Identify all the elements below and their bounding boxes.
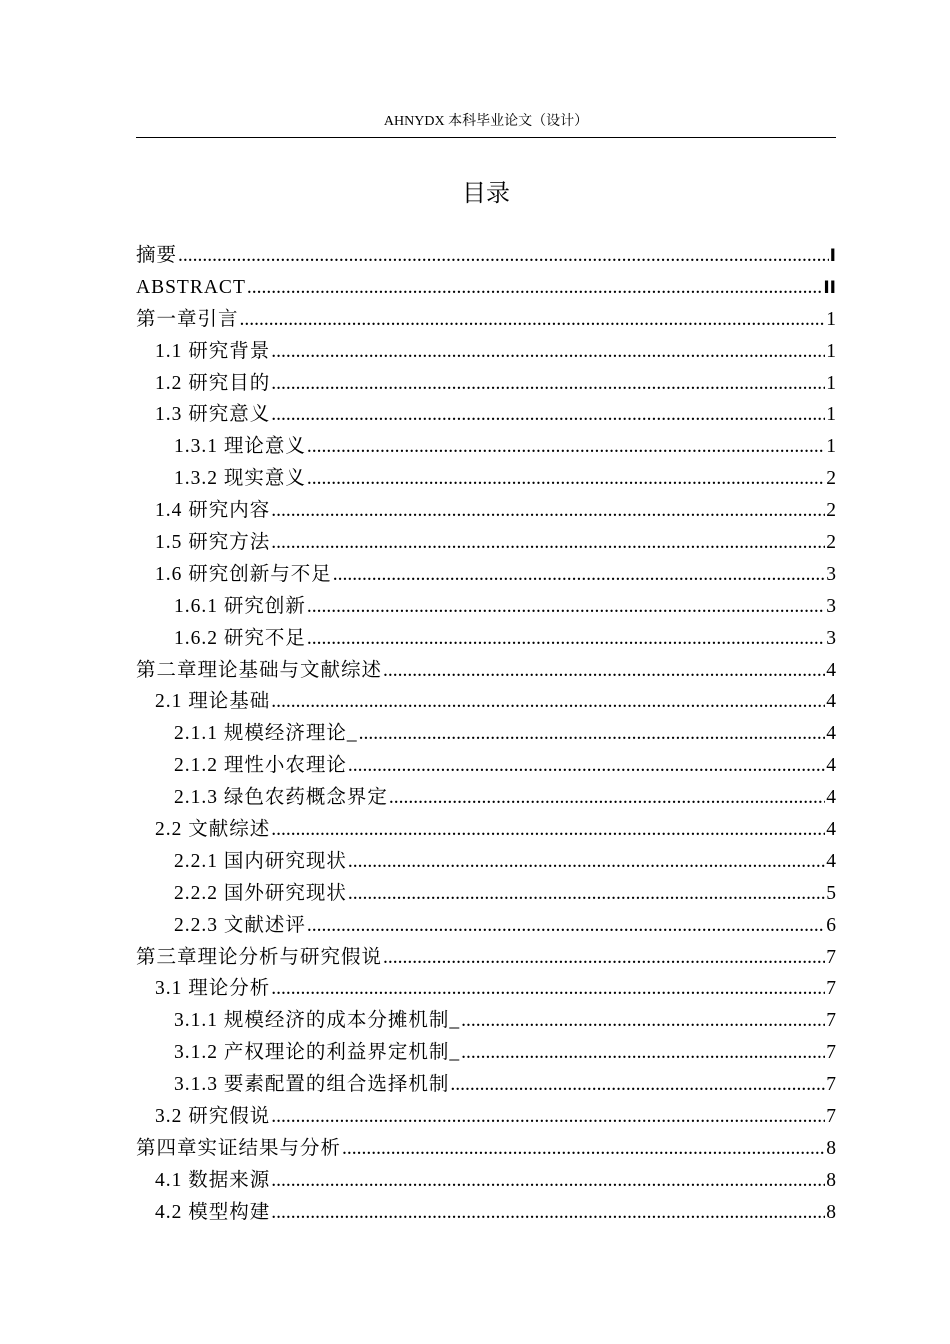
- toc-entry-label: 2.2 文献综述: [155, 819, 271, 841]
- toc-dot-leader: [450, 1069, 825, 1101]
- table-of-contents: [136, 240, 836, 1229]
- toc-entry-page: 4: [826, 850, 836, 872]
- toc-entry-page: 1: [826, 340, 836, 362]
- toc-entry-page: 7: [826, 946, 836, 968]
- toc-entry[interactable]: [136, 431, 836, 463]
- header-text: AHNYDX 本科毕业论文（设计）: [383, 114, 589, 129]
- toc-entry[interactable]: [136, 942, 836, 974]
- toc-entry-page: 3: [826, 595, 836, 617]
- toc-entry-page: 4: [826, 691, 836, 713]
- toc-title: 目录: [462, 179, 510, 207]
- toc-dot-leader: [271, 686, 825, 718]
- toc-entry[interactable]: [136, 399, 836, 431]
- toc-entry[interactable]: [136, 910, 836, 942]
- toc-dot-leader: [389, 782, 825, 814]
- toc-entry-label: 3.1.3 要素配置的组合选择机制: [174, 1074, 450, 1096]
- toc-entry-page: 7: [826, 1010, 836, 1032]
- toc-entry[interactable]: [136, 527, 836, 559]
- toc-entry-label: 第四章实证结果与分析: [136, 1137, 342, 1159]
- toc-entry-page: 1: [826, 404, 836, 426]
- toc-dot-leader: [461, 1005, 825, 1037]
- toc-dot-leader: [333, 559, 825, 591]
- toc-entry-label: 1.6.2 研究不足: [174, 627, 306, 649]
- toc-dot-leader: [271, 368, 825, 400]
- toc-entry-label: 1.6 研究创新与不足: [155, 563, 332, 585]
- toc-entry-label: 2.1.2 理性小农理论: [174, 755, 347, 777]
- toc-entry-page: 4: [826, 787, 836, 809]
- toc-entry-label: 1.3.2 现实意义: [174, 468, 306, 490]
- toc-entry[interactable]: [136, 240, 836, 272]
- toc-entry-page: 2: [826, 532, 836, 554]
- toc-entry-label: 1.3.1 理论意义: [174, 436, 306, 458]
- toc-entry[interactable]: [136, 973, 836, 1005]
- toc-entry-page: 1: [826, 372, 836, 394]
- toc-entry[interactable]: [136, 368, 836, 400]
- toc-entry-page: 7: [826, 1042, 836, 1064]
- toc-entry[interactable]: [136, 846, 836, 878]
- toc-entry-page: 2: [826, 500, 836, 522]
- toc-entry-label: 3.1 理论分析: [155, 978, 271, 1000]
- toc-entry-label: ABSTRACT: [136, 276, 246, 298]
- toc-dot-leader: [271, 973, 825, 1005]
- toc-entry-page: 4: [826, 819, 836, 841]
- toc-entry-label: 4.1 数据来源: [155, 1169, 271, 1191]
- toc-dot-leader: [383, 942, 825, 974]
- toc-entry[interactable]: [136, 750, 836, 782]
- toc-dot-leader: [307, 431, 825, 463]
- toc-entry[interactable]: [136, 1197, 836, 1229]
- toc-dot-leader: [383, 655, 825, 687]
- toc-dot-leader: [307, 623, 825, 655]
- toc-entry[interactable]: [136, 304, 836, 336]
- toc-dot-leader: [271, 336, 825, 368]
- toc-entry-page: 8: [826, 1137, 836, 1159]
- toc-entry[interactable]: [136, 1037, 836, 1069]
- toc-entry-page: 5: [826, 882, 836, 904]
- page-header: [136, 112, 836, 138]
- toc-entry-label: 1.4 研究内容: [155, 500, 271, 522]
- toc-dot-leader: [271, 814, 825, 846]
- toc-dot-leader: [307, 591, 825, 623]
- toc-entry-page: 8: [826, 1169, 836, 1191]
- toc-entry[interactable]: [136, 878, 836, 910]
- toc-entry-page: 4: [826, 659, 836, 681]
- toc-entry-page: 4: [826, 755, 836, 777]
- toc-entry[interactable]: [136, 814, 836, 846]
- toc-dot-leader: [342, 1133, 825, 1165]
- toc-entry[interactable]: [136, 1069, 836, 1101]
- toc-entry-page: 1: [826, 436, 836, 458]
- toc-dot-leader: [348, 750, 825, 782]
- toc-dot-leader: [271, 495, 825, 527]
- toc-entry-label: 第二章理论基础与文献综述: [136, 659, 383, 681]
- toc-entry[interactable]: [136, 655, 836, 687]
- toc-entry[interactable]: [136, 463, 836, 495]
- toc-entry[interactable]: [136, 686, 836, 718]
- toc-dot-leader: [247, 272, 822, 304]
- toc-dot-leader: [307, 463, 825, 495]
- toc-dot-leader: [271, 1197, 825, 1229]
- toc-entry-page: 6: [826, 914, 836, 936]
- toc-entry-label: 2.1.1 规模经济理论_: [174, 723, 358, 745]
- toc-entry-page: 4: [826, 723, 836, 745]
- toc-entry-page: 3: [826, 563, 836, 585]
- toc-entry-label: 2.2.3 文献述评: [174, 914, 306, 936]
- toc-dot-leader: [461, 1037, 825, 1069]
- toc-entry-page: I: [829, 246, 836, 266]
- toc-entry-label: 1.1 研究背景: [155, 340, 271, 362]
- toc-entry[interactable]: [136, 495, 836, 527]
- toc-dot-leader: [271, 1165, 825, 1197]
- toc-dot-leader: [178, 240, 829, 272]
- toc-entry[interactable]: [136, 1133, 836, 1165]
- toc-entry[interactable]: [136, 559, 836, 591]
- toc-entry-label: 2.1 理论基础: [155, 691, 271, 713]
- toc-dot-leader: [271, 399, 825, 431]
- toc-entry-label: 1.3 研究意义: [155, 404, 271, 426]
- toc-entry[interactable]: [136, 272, 836, 304]
- toc-entry-page: 7: [826, 1106, 836, 1128]
- toc-dot-leader: [271, 527, 825, 559]
- toc-dot-leader: [240, 304, 826, 336]
- toc-entry-page: 2: [826, 468, 836, 490]
- toc-entry-label: 3.2 研究假说: [155, 1106, 271, 1128]
- toc-entry-page: II: [823, 277, 836, 298]
- toc-dot-leader: [348, 878, 825, 910]
- toc-entry-page: 7: [826, 978, 836, 1000]
- toc-dot-leader: [307, 910, 825, 942]
- toc-entry-label: 第一章引言: [136, 308, 239, 330]
- toc-entry-label: 摘要: [136, 245, 178, 266]
- toc-entry-label: 3.1.2 产权理论的利益界定机制_: [174, 1042, 461, 1064]
- toc-dot-leader: [271, 1101, 825, 1133]
- toc-entry[interactable]: [136, 623, 836, 655]
- toc-entry-label: 第三章理论分析与研究假说: [136, 946, 383, 968]
- toc-entry-label: 1.5 研究方法: [155, 532, 271, 554]
- toc-entry[interactable]: [136, 782, 836, 814]
- toc-entry[interactable]: [136, 1005, 836, 1037]
- toc-entry-label: 2.1.3 绿色农药概念界定: [174, 787, 388, 809]
- toc-dot-leader: [348, 846, 825, 878]
- toc-entry-page: 7: [826, 1074, 836, 1096]
- toc-entry-label: 4.2 模型构建: [155, 1201, 271, 1223]
- toc-entry-page: 8: [826, 1201, 836, 1223]
- toc-entry-label: 2.2.2 国外研究现状: [174, 882, 347, 904]
- toc-entry-label: 1.6.1 研究创新: [174, 595, 306, 617]
- toc-entry[interactable]: [136, 1165, 836, 1197]
- toc-entry-page: 1: [826, 308, 836, 330]
- toc-entry-label: 3.1.1 规模经济的成本分摊机制_: [174, 1010, 461, 1032]
- toc-entry[interactable]: [136, 718, 836, 750]
- toc-entry-label: 1.2 研究目的: [155, 372, 271, 394]
- toc-entry[interactable]: [136, 336, 836, 368]
- toc-entry[interactable]: [136, 1101, 836, 1133]
- toc-dot-leader: [359, 718, 826, 750]
- toc-entry-label: 2.2.1 国内研究现状: [174, 850, 347, 872]
- toc-entry-page: 3: [826, 627, 836, 649]
- toc-entry[interactable]: [136, 591, 836, 623]
